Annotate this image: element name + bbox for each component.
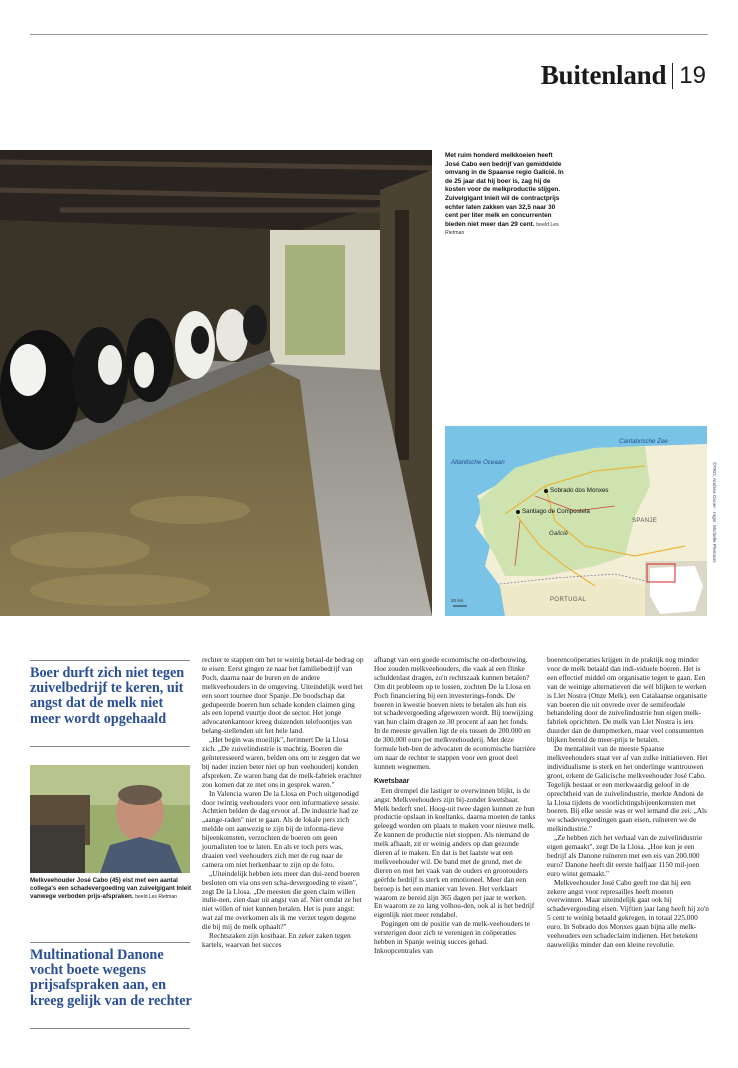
- section-title: Buitenland: [540, 60, 667, 90]
- paragraph: Melkveehouder José Cabo geeft toe dat hij een zekere angst voor represailles heeft moeten overwinnen. Maar uiteindelijk gaat ook hij schadevergoeding eisen. Vijftien jaar lang heeft hij zo'n 5 cent te weinig betaald gekregen, in totaal 225.000 euro. In Sobrado dos Monxes gaan bijna alle melk-veehouders een schadeclaim indienen. Het betekent nauwelijks minder dan een kleine revolutie.: [547, 877, 709, 949]
- map-credit: ©TRO, Andrea Oxner - Ingvi: Michelle Plemans: [711, 462, 716, 563]
- section-divider: [672, 63, 673, 89]
- article2-top-rule: [30, 942, 190, 943]
- section-header: [541, 60, 706, 91]
- paragraph: Een drempel die lastiger te overwinnen blijkt, is de angst. Melkveehouders zijn bij-zonder kwetsbaar. Melk bederft snel. Hoog-uit twee dagen kunnen ze hun productie opslaan in koeltanks, daarna moeten de tanks geleegd worden om plaats te maken voor nieuwe melk. Ze kunnen de productie niet stoppen. Als niemand de melk afhaalt, zit er weinig anders op dan gezonde dieren af te maken. En dat is het laatste wat een melkveehouder wil. De band met de grond, met de dieren en met het vaak van de ouders en grootouders geërfde bedrijf is sterk en emotioneel. Meer dan een beroep is het een manier van leven. Het verklaart waarom ze bereid zijn 365 dagen per jaar te werken. En waarom ze zo lang volhou-den, ook al is het bedrijf eigenlijk niet meer rendabel.: [374, 785, 536, 920]
- paragraph: „Uiteindelijk hebben iets meer dan dui-zend boeren besloten om via ons een scha-devergoeding te eisen", zegt De la Llosa. „De meesten die geen claim willen indie-nen, zien daar uit angst van af. Niet omdat ze het niet willen of niet kunnen betalen. Het is pure angst: wat zal me overkomen als ik me verzet tegen degene die bij mij de melk ophaalt?": [202, 868, 362, 932]
- map-label-spain: SPANJE: [632, 518, 658, 524]
- paragraph: Pogingen om de positie van de melk-veehouders te versterigen door zich te verenigen in coöperaties hebben in Spanje weinig succes gehad. Inkoopcentrales van: [374, 919, 530, 955]
- body-column-3: [547, 656, 709, 950]
- photo-caption: [445, 152, 565, 238]
- paragraph: De mentaliteit van de meeste Spaanse melkveehouders staat ver af van zulke initiatieven. Het individualisme is sterk en het onderlinge wantrouwen groot, erkent de Galicische melkveehouder José Cabo. Tegelijk bestaat er een merkwaardig geloof in de oprechtheid van de zuivelindustrie, merkte Andoni de la Llosa tijdens de voorlichtingsbijeenkomsten met boeren. Bij elke sessie was er wel iemand die zei: „Als we schadevergoedingen gaan eisen, ruïneren we de melkindustrie.": [547, 744, 708, 834]
- galicia-map: [445, 426, 707, 616]
- top-rule: [30, 34, 708, 35]
- barn-photo: [0, 150, 432, 616]
- subheading: Kwetsbaar: [374, 777, 410, 785]
- portrait-photo: [30, 765, 190, 873]
- body-column-2: [374, 656, 536, 956]
- map-label-portugal: PORTUGAL: [550, 597, 587, 603]
- portrait-caption-text: Melkveehouder José Cabo (45) eist met een aantal collega's een schadevergoeding van zuivelgigant Inleit vanwege verboden prijs-afspraken.: [30, 877, 192, 901]
- page-number: 19: [679, 61, 706, 89]
- map-label-region: Galicië: [549, 530, 568, 537]
- paragraph: boerencoöperaties krijgen in de praktijk nog minder voor de melk betaald dan indi-viduele boeren. Het is een effectief middel om organisatie tegen te gaan. Een van de weinige alternatieven die wèl blijken te werken is Llet Nostra (Onze Melk), een Catalaanse organisatie van boeren die uit onvrede over de semifeodale behandeling door de zuivelindustrie hun eigen melk-fabriek oprichtten. De melk van Llet Nostra is iets duurder dan de dumpmerken, maar veel consumenten blijken bereid de meer-prijs te betalen.: [547, 655, 707, 745]
- paragraph: „Het begin was moeilijk", herinnert De la Llosa zich. „De zuivelindustrie is machtig. Boeren die geïnteresseerd waren, belden ons om te zeggen dat we bij nader inzien beter niet op hun veehouderij konden afspreken. Ze waren bang dat de melk-fabriek erachter zou komen dat ze met ons in gesprek waren.": [202, 735, 362, 789]
- paragraph: Rechtszaken zijn kostbaar. En zeker zaken tegen kartels, waarvan het succes: [202, 931, 351, 949]
- paragraph: In Valencia waren De la Llosa en Poch uitgenodigd door twintig veehouders voor een informatieve sessie. Achttien belden de dag ervoor af. De industrie had ze „aange-raden" niet te gaan. Als de lokale pers zich meldde om aanwezig te zijn bij de informa-tieve bijeenkomsten, verzochten de boeren om geen journalisten toe te laten. En als er toch pers was, draaien veel veehouders zich met de rug naar de camera om niet herkenbaar te zijn op de foto.: [202, 788, 360, 869]
- article1-top-rule: [30, 660, 190, 661]
- article2-bottom-rule: [30, 1028, 190, 1029]
- paragraph: afhangt van een goede economische on-derbouwing. Hoe zouden melkveehouders, die vaak al een flinke schuldenlast dragen, zo'n rechtszaak kunnen betalen? Om dit probleem op te lossen, zochten De la Llosa en Poch financiering bij een investerings-fonds. De boeren in kwestie hoeven niets te betalen als hun eis tot schadevergoeding afgewezen wordt. Bij toewijzing van hun claim dragen ze 30 procent af aan het fonds. In de meeste gevallen ligt de eis tussen de 200.000 en de 300.000 euro per melkveehouderij. Met deze formule heb-ben de advocaten de economische barrière om naar de rechter te stappen voor een groot deel kunnen wegnemen.: [374, 655, 536, 771]
- body-column-1: [202, 656, 364, 950]
- map-label-city-santiago: Santiago de Compostela: [522, 508, 590, 515]
- portrait-caption: [30, 877, 192, 902]
- map-label-city-sobrado: Sobrado dos Monxes: [550, 487, 609, 494]
- photo-caption-text: Met ruim honderd melkkoeien heeft José Cabo een bedrijf van gemiddelde omvang in de Spaanse regio Galicië. In de 25 jaar dat hij boer is, zag hij de kosten voor de melkproductie stijgen. Zuivelgigant Inleit wil de contractprijs echter laten zakken van 32,5 naar 30 cent per liter melk en concurrenten bieden niet meer dan 29 cent.: [445, 152, 564, 228]
- article2-headline: Multinational Danone vocht boete wegens prijsafspraken aan, en kreeg gelijk van de rechter: [30, 947, 192, 1009]
- portrait-credit: beeld Les Rietman: [135, 894, 177, 901]
- map-label-sea: Cantabrische Zee: [619, 438, 668, 445]
- map-label-ocean: Atlantische Oceaan: [451, 459, 505, 466]
- article1-bottom-rule: [30, 746, 190, 747]
- map-scale-label: 20 km: [451, 598, 464, 603]
- photo-credit: beeld Les Rietman: [445, 221, 559, 237]
- paragraph: „Ze hebben zich het verhaal van de zuivelindustrie eigen gemaakt", zegt De la Llosa. „Hoe kun je een bedrijf als Danone ruïneren met een eis van 200.000 euro? Danone heeft dit eerste halfjaar 1150 mil-joen euro winst gemaakt.": [547, 833, 703, 878]
- paragraph: rechter te stappen om het te weinig betaal-de bedrag op te eisen. Eerst gingen ze naar het familiebedrijf van Poch, daarna naar de buren en de andere melkveehouders in de omgeving. Uiteindelijk werd het een soort tournee door Spanje. De boodschap dat gedupeerde boeren hun schade konden claimen ging als een lopend vuurtje door de sector. Het jonge advocatenkantoor kreeg duizenden telefoontjes van belang-stellenden uit het hele land.: [202, 655, 364, 736]
- article1-headline: Boer durft zich niet tegen zuivelbedrijf te keren, uit angst dat de melk niet meer wordt opgehaald: [30, 665, 185, 727]
